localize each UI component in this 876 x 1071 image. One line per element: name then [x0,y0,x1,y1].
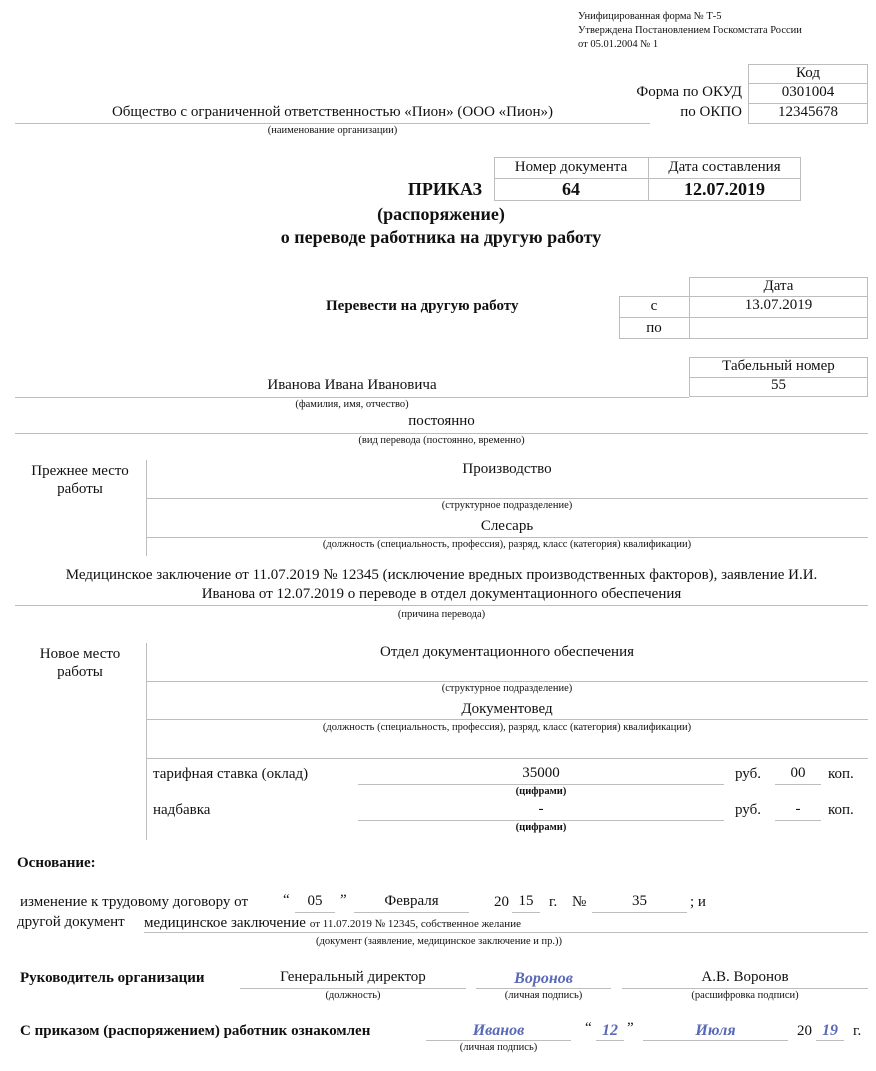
director-name: А.В. Воронов [701,969,789,985]
ack-year-suffix: 19 [822,1022,838,1039]
employee-signature: Иванов [472,1022,525,1039]
contract-and-label: ; и [690,894,706,910]
contract-number-label: № [572,894,587,910]
okud-value: 0301004 [781,84,835,100]
transfer-type-caption: (вид перевода (постоянно, временно) [358,435,525,446]
new-place-label-line1: Новое место [39,646,121,662]
form-header-line3: от 05.01.2004 № 1 [578,39,659,50]
document-number: 64 [562,179,580,199]
transfer-from-value: 13.07.2019 [744,297,813,313]
other-document-caption: (документ (заявление, медицинское заключение и пр.)) [316,936,562,947]
previous-position-caption: (должность (специальность, профессия), разряд, класс (категория) квалификации) [322,539,692,550]
director-label: Руководитель организации [20,970,205,986]
contract-year-prefix: 20 [494,894,509,910]
form-header-line1: Унифицированная форма № Т-5 [578,11,722,22]
organization-caption: (наименование организации) [267,125,398,136]
acknowledge-label: С приказом (распоряжением) работник ознакомлен [20,1023,371,1039]
ack-quote-close: ” [627,1020,634,1036]
previous-department-caption: (структурное подразделение) [441,500,573,511]
ack-day: 12 [602,1022,618,1039]
order-subtitle: (распоряжение) [377,204,505,224]
contract-quote-close: ” [340,892,347,908]
rate-kop: 00 [790,765,806,781]
code-header: Код [796,65,820,81]
okpo-label: по ОКПО [680,104,742,120]
contract-month: Февраля [384,893,439,909]
previous-place-label [15,462,145,498]
contract-number: 35 [632,893,647,909]
director-position: Генеральный директор [280,969,426,985]
order-title: ПРИКАЗ [407,179,482,199]
document-number-header: Номер документа [514,159,628,175]
contract-year-suffix: 15 [518,893,534,909]
rate-kop-label: коп. [828,766,854,782]
ack-year-label: г. [853,1023,862,1039]
director-signature-caption: (личная подпись) [504,990,583,1001]
bonus-caption: (цифрами) [515,822,567,833]
transfer-from-label: с [650,298,658,314]
rate-value: 35000 [522,765,560,781]
tab-number-header: Табельный номер [722,358,835,374]
rate-rub-label: руб. [735,766,761,782]
form-header [578,10,802,52]
director-position-caption: (должность) [325,990,381,1001]
basis-title: Основание: [17,855,96,871]
tab-number-value: 55 [771,377,786,393]
director-signature: Воронов [514,970,573,987]
reason-line2: Иванова от 12.07.2019 о переводе в отдел документационного обеспечения [201,586,682,602]
contract-day: 05 [307,893,323,909]
new-place-label-line2: работы [57,664,103,680]
other-document-label: другой документ [17,914,125,930]
ack-month: Июля [695,1022,736,1039]
new-department-caption: (структурное подразделение) [441,683,573,694]
previous-label-line2: работы [57,481,103,497]
transfer-type: постоянно [408,413,475,429]
new-place-label [15,645,145,681]
employee-name-caption: (фамилия, имя, отчество) [295,399,409,410]
employee-signature-caption: (личная подпись) [459,1042,538,1053]
transfer-to-label: по [646,320,662,336]
rate-caption: (цифрами) [515,786,567,797]
previous-position: Слесарь [480,518,534,534]
document-date-header: Дата составления [668,159,781,175]
contract-quote-open: “ [283,892,290,908]
okud-label: Форма по ОКУД [636,84,742,100]
transfer-label: Перевести на другую работу [326,298,519,314]
reason-caption: (причина перевода) [397,609,486,620]
contract-label: изменение к трудовому договору от [20,894,249,910]
other-document-main: медицинское заключение [144,915,306,931]
ack-year-prefix: 20 [797,1023,812,1039]
bonus-kop-label: коп. [828,802,854,818]
organization-name: Общество с ограниченной ответственностью «Пион» (ООО «Пион») [111,104,554,120]
document-date: 12.07.2019 [684,179,765,199]
rate-label: тарифная ставка (оклад) [153,766,309,782]
form-header-line2: Утверждена Постановлением Госкомстата России [578,25,802,36]
bonus-kop: - [795,801,801,817]
previous-label-line1: Прежнее место [31,463,129,479]
new-department: Отдел документационного обеспечения [379,644,635,660]
new-position: Документовед [461,701,553,717]
order-heading: о переводе работника на другую работу [280,227,602,247]
employee-name: Иванова Ивана Ивановича [267,377,437,393]
bonus-value: - [538,801,544,817]
okpo-value: 12345678 [778,104,838,120]
other-document-rest: от 11.07.2019 № 12345, собственное желание [309,918,521,930]
previous-department: Производство [462,461,552,477]
transfer-date-header: Дата [763,278,794,294]
reason-line1: Медицинское заключение от 11.07.2019 № 12345 (исключение вредных производственных факторов), заявление И.И. [65,567,818,583]
new-position-caption: (должность (специальность, профессия), разряд, класс (категория) квалификации) [322,722,692,733]
contract-year-label: г. [549,894,558,910]
director-name-caption: (расшифровка подписи) [691,990,799,1001]
ack-quote-open: “ [585,1020,592,1036]
other-document-value [144,914,521,932]
bonus-label: надбавка [153,802,211,818]
bonus-rub-label: руб. [735,802,761,818]
